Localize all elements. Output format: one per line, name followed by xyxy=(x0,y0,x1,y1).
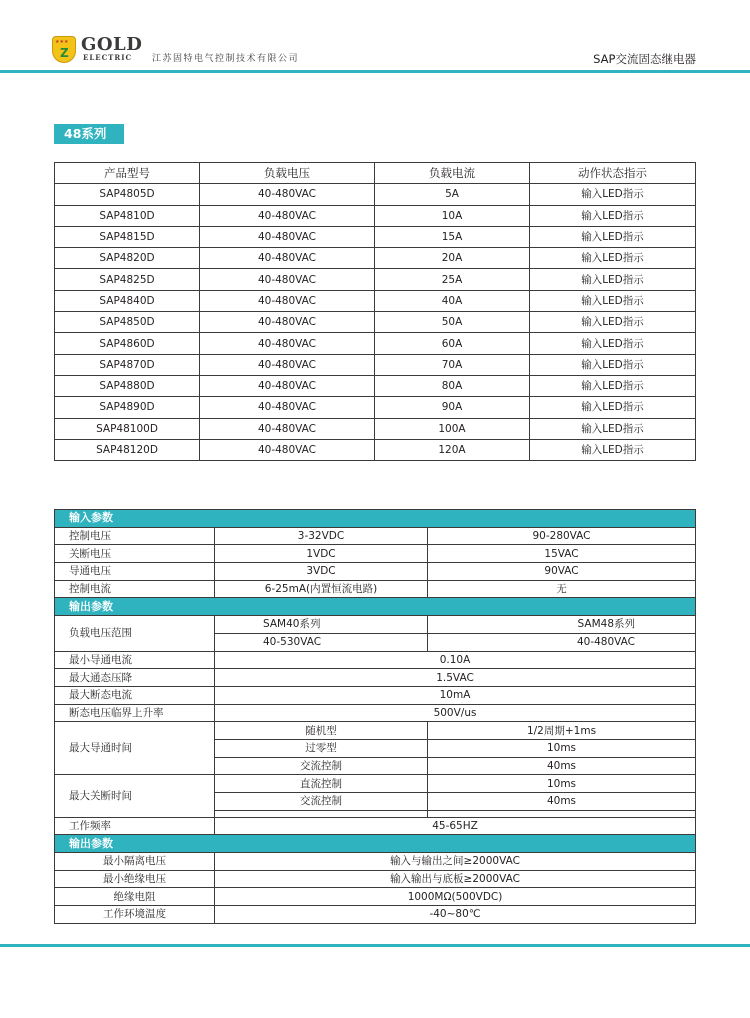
logo-wordmark: GOLD xyxy=(81,34,143,55)
cell-load-current: 60A xyxy=(375,333,530,354)
param-label: 关断电压 xyxy=(55,545,215,563)
table-row xyxy=(55,527,696,545)
column-header-load-voltage: 负载电压 xyxy=(200,163,375,184)
product-table-header-row xyxy=(55,163,696,184)
spacer-cell xyxy=(428,810,696,817)
param-value: 45-65HZ xyxy=(215,817,696,835)
param-value: 500V/us xyxy=(215,704,696,722)
param-value: 1.5VAC xyxy=(215,669,696,687)
cell-indicator: 输入LED指示 xyxy=(530,248,696,269)
cell-model: SAP4870D xyxy=(55,354,200,375)
table-row xyxy=(55,817,696,835)
cell-indicator: 输入LED指示 xyxy=(530,375,696,396)
cell-load-current: 100A xyxy=(375,418,530,439)
cell-indicator: 输入LED指示 xyxy=(530,439,696,460)
param-value: 10mA xyxy=(215,686,696,704)
table-row xyxy=(55,563,696,581)
param-value: 0.10A xyxy=(215,651,696,669)
table-row xyxy=(55,333,696,354)
table-row xyxy=(55,545,696,563)
param-ac-value: 90VAC xyxy=(428,563,696,581)
cell-load-current: 120A xyxy=(375,439,530,460)
cell-load-voltage: 40-480VAC xyxy=(200,269,375,290)
sam40-label: SAM40系列 xyxy=(215,616,428,634)
param-value: -40~80℃ xyxy=(215,906,696,924)
param-dc-value: 1VDC xyxy=(215,545,428,563)
param-label: 最大通态压降 xyxy=(55,669,215,687)
table-row xyxy=(55,580,696,598)
cell-model: SAP4805D xyxy=(55,184,200,205)
param-label: 负载电压范围 xyxy=(55,616,215,651)
cell-model: SAP4880D xyxy=(55,375,200,396)
param-type: 过零型 xyxy=(215,739,428,757)
sam48-value: 40-480VAC xyxy=(428,633,696,651)
sam48-label: SAM48系列 xyxy=(428,616,696,634)
param-value: 1/2周期+1ms xyxy=(428,722,696,740)
logo-stars-icon: ★★★ xyxy=(55,39,69,45)
cell-load-current: 40A xyxy=(375,290,530,311)
table-row xyxy=(55,226,696,247)
cell-load-voltage: 40-480VAC xyxy=(200,248,375,269)
table-row xyxy=(55,354,696,375)
table-row xyxy=(55,669,696,687)
cell-model: SAP4850D xyxy=(55,312,200,333)
cell-model: SAP4825D xyxy=(55,269,200,290)
product-table xyxy=(54,162,696,461)
cell-load-current: 90A xyxy=(375,397,530,418)
cell-load-current: 5A xyxy=(375,184,530,205)
spacer-cell xyxy=(215,810,428,817)
page-title: SAP交流固态继电器 xyxy=(593,52,696,66)
cell-indicator: 输入LED指示 xyxy=(530,226,696,247)
param-dc-value: 3VDC xyxy=(215,563,428,581)
table-row xyxy=(55,853,696,871)
param-label: 最小导通电流 xyxy=(55,651,215,669)
param-label: 控制电流 xyxy=(55,580,215,598)
cell-indicator: 输入LED指示 xyxy=(530,418,696,439)
section-output-params xyxy=(55,598,696,616)
param-dc-value: 6-25mA(内置恒流电路) xyxy=(215,580,428,598)
table-row xyxy=(55,290,696,311)
cell-indicator: 输入LED指示 xyxy=(530,290,696,311)
cell-indicator: 输入LED指示 xyxy=(530,397,696,418)
logo-bolt-icon: Z xyxy=(60,46,69,60)
cell-model: SAP4890D xyxy=(55,397,200,418)
param-label: 导通电压 xyxy=(55,563,215,581)
cell-model: SAP4820D xyxy=(55,248,200,269)
cell-load-current: 50A xyxy=(375,312,530,333)
cell-indicator: 输入LED指示 xyxy=(530,354,696,375)
table-row xyxy=(55,418,696,439)
section-isolation-params xyxy=(55,835,696,853)
column-header-model: 产品型号 xyxy=(55,163,200,184)
table-row xyxy=(55,312,696,333)
cell-load-current: 25A xyxy=(375,269,530,290)
product-table-body xyxy=(55,184,696,461)
param-label: 最小隔离电压 xyxy=(55,853,215,871)
table-row xyxy=(55,906,696,924)
cell-indicator: 输入LED指示 xyxy=(530,184,696,205)
param-dc-value: 3-32VDC xyxy=(215,527,428,545)
cell-model: SAP4815D xyxy=(55,226,200,247)
cell-load-voltage: 40-480VAC xyxy=(200,226,375,247)
table-row xyxy=(55,722,696,740)
param-label: 工作频率 xyxy=(55,817,215,835)
footer-divider xyxy=(0,944,750,947)
cell-indicator: 输入LED指示 xyxy=(530,312,696,333)
param-type: 随机型 xyxy=(215,722,428,740)
cell-load-current: 10A xyxy=(375,205,530,226)
table-row xyxy=(55,397,696,418)
spec-table xyxy=(54,509,696,924)
param-value: 1000MΩ(500VDC) xyxy=(215,888,696,906)
param-label: 最大断态电流 xyxy=(55,686,215,704)
company-name: 江苏固特电气控制技术有限公司 xyxy=(152,54,300,64)
cell-load-voltage: 40-480VAC xyxy=(200,184,375,205)
cell-model: SAP4840D xyxy=(55,290,200,311)
table-row xyxy=(55,616,696,634)
param-value: 40ms xyxy=(428,793,696,811)
param-ac-value: 无 xyxy=(428,580,696,598)
param-label: 最大关断时间 xyxy=(55,775,215,817)
param-value: 40ms xyxy=(428,757,696,775)
cell-load-voltage: 40-480VAC xyxy=(200,290,375,311)
series-badge: 48系列 xyxy=(54,124,124,144)
table-row xyxy=(55,184,696,205)
sam40-value: 40-530VAC xyxy=(215,633,428,651)
param-type: 直流控制 xyxy=(215,775,428,793)
cell-model: SAP48120D xyxy=(55,439,200,460)
cell-load-voltage: 40-480VAC xyxy=(200,418,375,439)
cell-load-voltage: 40-480VAC xyxy=(200,205,375,226)
section-title: 输出参数 xyxy=(55,835,696,853)
param-ac-value: 90-280VAC xyxy=(428,527,696,545)
section-title: 输入参数 xyxy=(55,510,696,528)
logo-subtitle: ELECTRIC xyxy=(83,53,133,62)
header-divider xyxy=(0,70,750,73)
cell-model: SAP4810D xyxy=(55,205,200,226)
param-value: 输入输出与底板≥2000VAC xyxy=(215,870,696,888)
table-row xyxy=(55,205,696,226)
param-type: 交流控制 xyxy=(215,757,428,775)
param-type: 交流控制 xyxy=(215,793,428,811)
cell-load-voltage: 40-480VAC xyxy=(200,354,375,375)
cell-load-current: 70A xyxy=(375,354,530,375)
column-header-indicator: 动作状态指示 xyxy=(530,163,696,184)
cell-load-voltage: 40-480VAC xyxy=(200,397,375,418)
table-row xyxy=(55,269,696,290)
cell-load-voltage: 40-480VAC xyxy=(200,439,375,460)
param-value: 10ms xyxy=(428,739,696,757)
cell-indicator: 输入LED指示 xyxy=(530,269,696,290)
section-title: 输出参数 xyxy=(55,598,696,616)
cell-load-voltage: 40-480VAC xyxy=(200,375,375,396)
table-row xyxy=(55,870,696,888)
param-label: 绝缘电阻 xyxy=(55,888,215,906)
cell-load-current: 15A xyxy=(375,226,530,247)
cell-model: SAP48100D xyxy=(55,418,200,439)
param-label: 最大导通时间 xyxy=(55,722,215,775)
section-input-params xyxy=(55,510,696,528)
param-value: 10ms xyxy=(428,775,696,793)
param-label: 最小绝缘电压 xyxy=(55,870,215,888)
table-row xyxy=(55,888,696,906)
cell-load-voltage: 40-480VAC xyxy=(200,333,375,354)
cell-load-current: 80A xyxy=(375,375,530,396)
cell-indicator: 输入LED指示 xyxy=(530,205,696,226)
cell-model: SAP4860D xyxy=(55,333,200,354)
table-row xyxy=(55,248,696,269)
cell-indicator: 输入LED指示 xyxy=(530,333,696,354)
logo-badge-icon xyxy=(52,36,76,63)
column-header-load-current: 负载电流 xyxy=(375,163,530,184)
cell-load-voltage: 40-480VAC xyxy=(200,312,375,333)
table-row xyxy=(55,704,696,722)
param-label: 工作环境温度 xyxy=(55,906,215,924)
table-row xyxy=(55,375,696,396)
param-ac-value: 15VAC xyxy=(428,545,696,563)
table-row xyxy=(55,686,696,704)
table-row xyxy=(55,439,696,460)
cell-load-current: 20A xyxy=(375,248,530,269)
param-label: 断态电压临界上升率 xyxy=(55,704,215,722)
param-value: 输入与输出之间≥2000VAC xyxy=(215,853,696,871)
table-row xyxy=(55,775,696,793)
param-label: 控制电压 xyxy=(55,527,215,545)
table-row xyxy=(55,651,696,669)
gold-electric-logo xyxy=(52,36,147,64)
